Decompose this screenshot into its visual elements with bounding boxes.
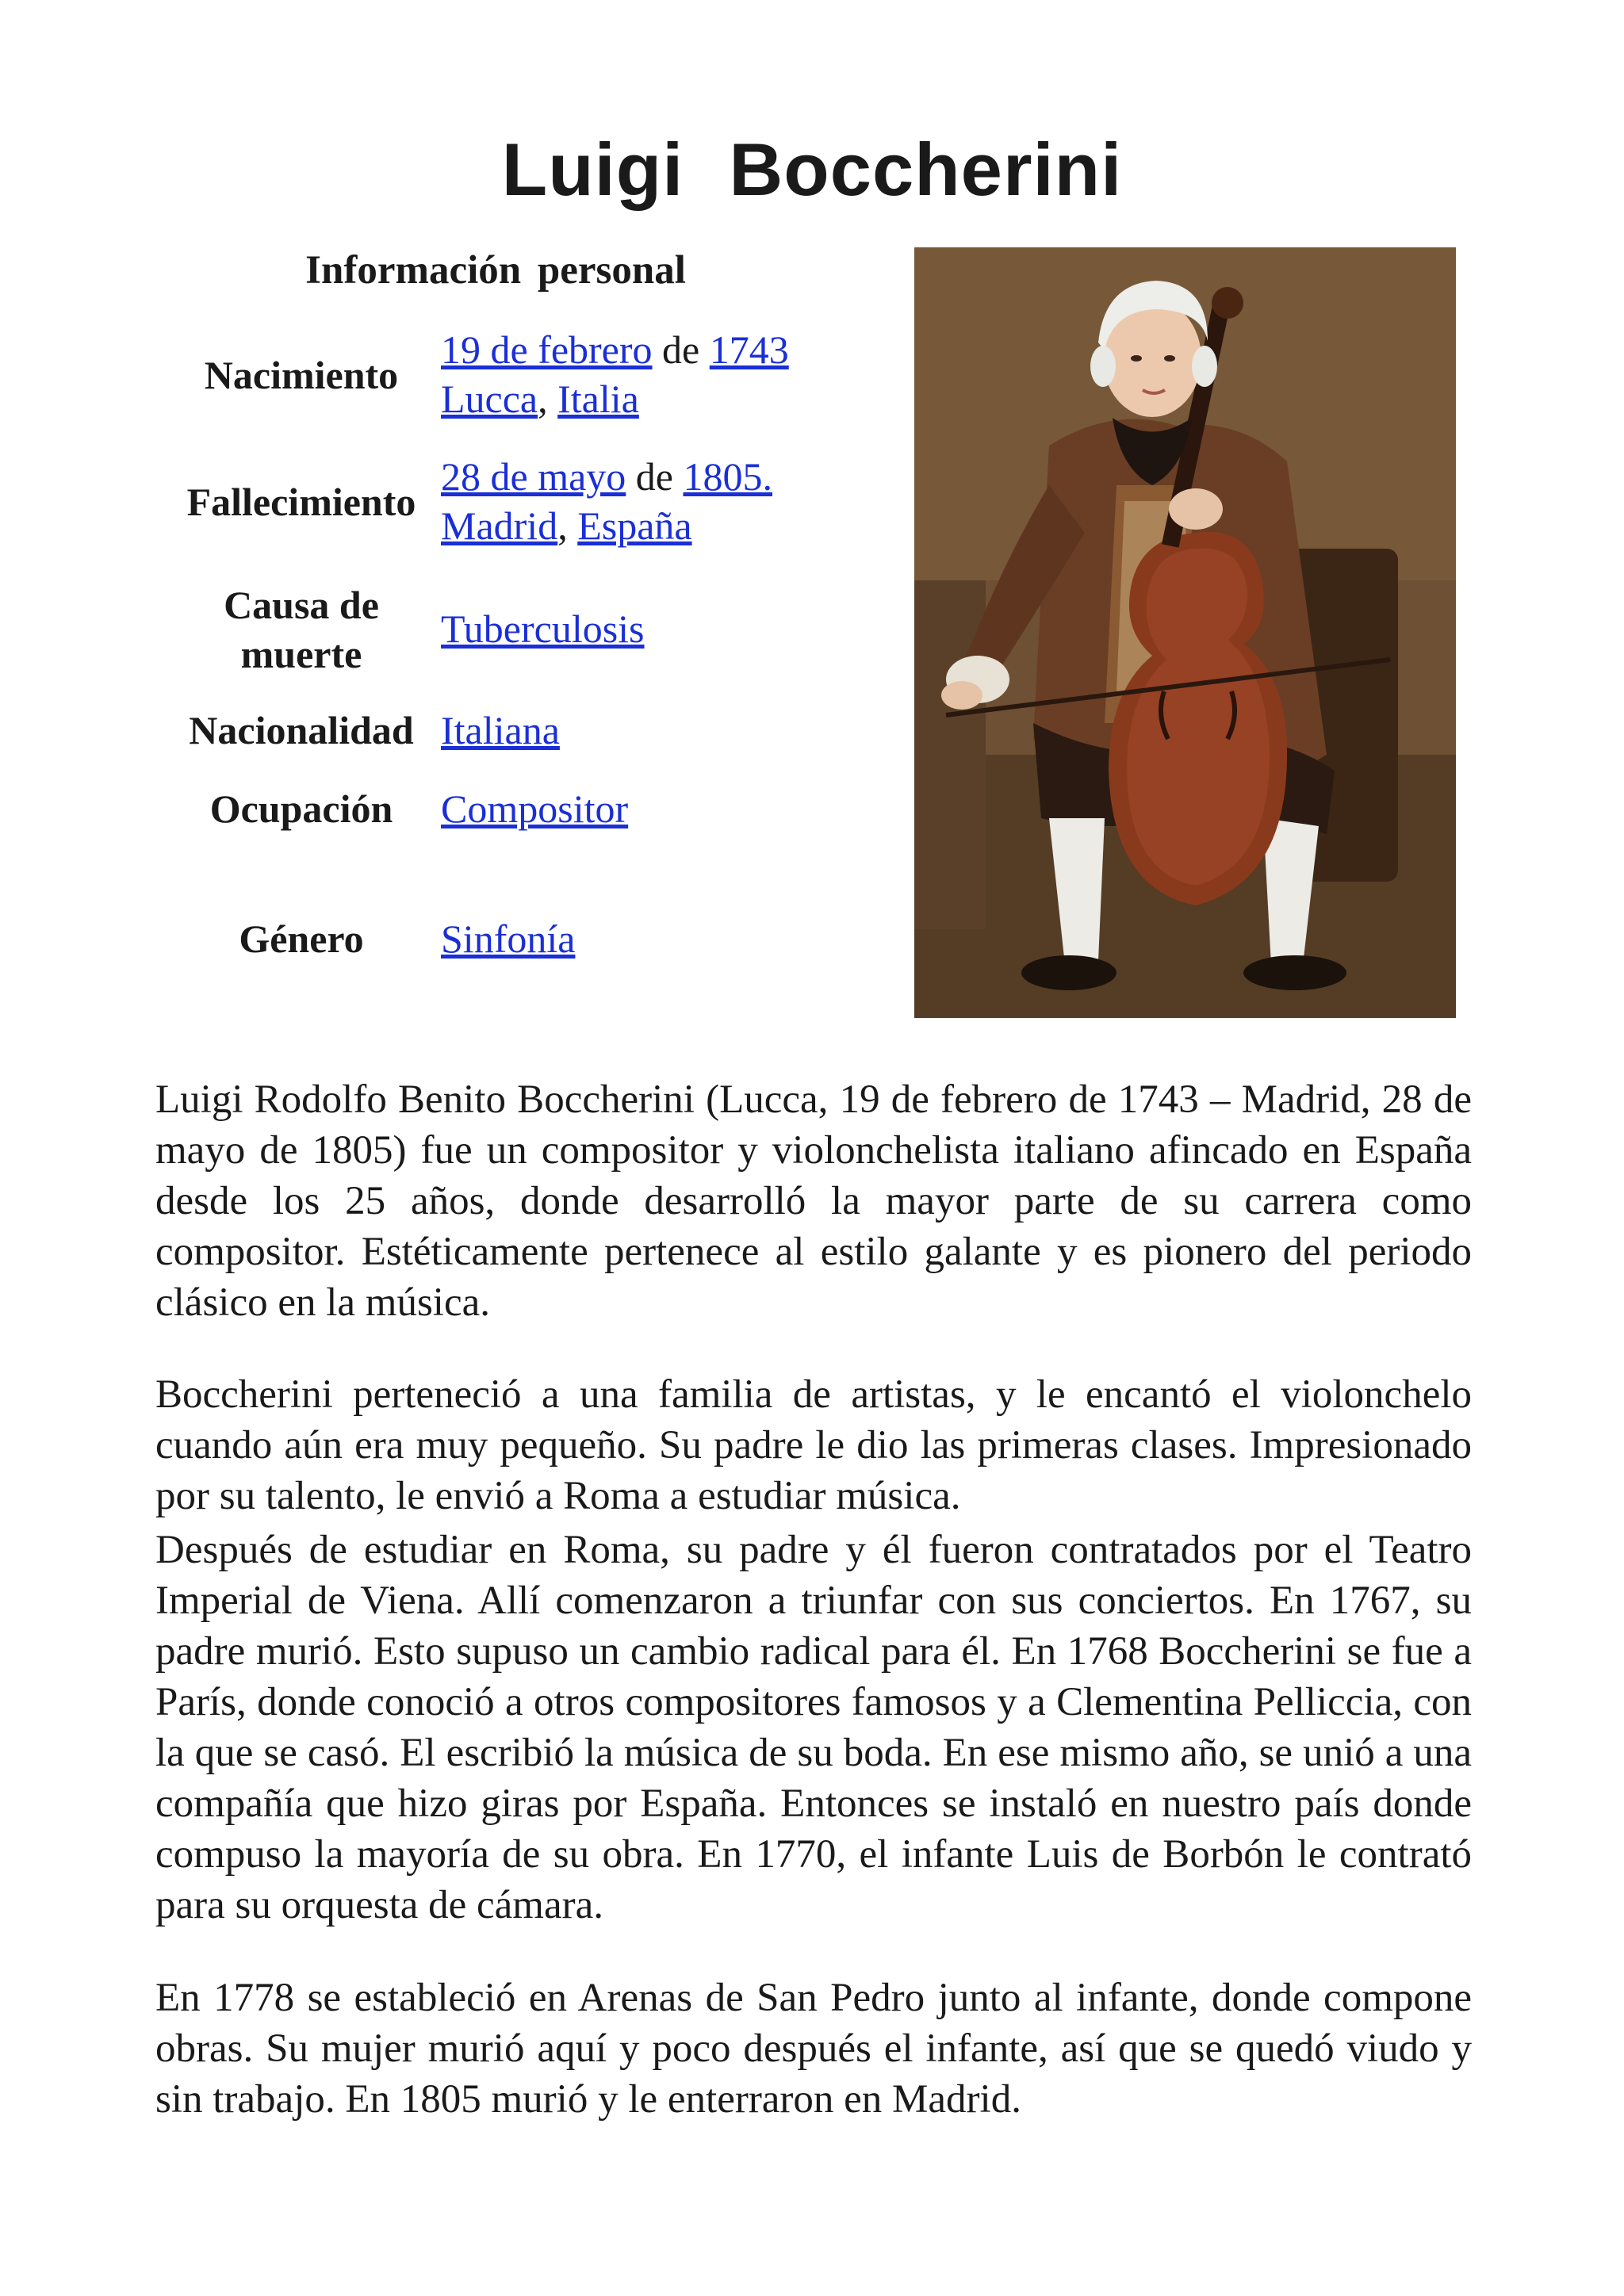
birth-country-link[interactable]: Italia [557,377,639,421]
birth-year-link[interactable]: 1743 [709,327,789,372]
cause-label-line2: muerte [240,632,362,676]
birth-de: de [662,327,700,372]
birth-city-link[interactable]: Lucca [441,377,538,421]
page-title: Luigi Boccherini [501,128,1123,211]
paragraph-2: Boccherini perteneció a una familia de artistas, y le encantó el violonchelo cuando aún era muy pequeño. Su padre le dio las primeras clases. Impresionado por su talento, le envió a Roma a estudiar música. [155,1372,1472,1518]
nationality-value [441,706,885,755]
paragraph-4: En 1778 se estableció en Arenas de San Pedro junto al infante, donde compone obras. Su mujer murió aquí y poco después el infante, así que se quedó viudo y sin trabajo. En 1805 murió y le enterraron en Madrid. [155,1976,1472,2122]
death-city-link[interactable]: Madrid [441,503,558,548]
birth-comma: , [538,377,548,421]
occupation-value [441,784,885,833]
cause-value [441,604,885,653]
birth-label: Nacimiento [204,353,399,397]
paragraph-3: Después de estudiar en Roma, su padre y él fueron contratados por el Teatro Imperial de Viena. Allí comenzaron a triunfar con sus conciertos. En 1767, su padre murió. Esto supuso un cambio radical para él. En 1768 Boccherini se fue a París, donde conoció a otros compositores famosos y a Clementina Pelliccia, con la que se casó. El escribió la música de su boda. En ese mismo año, se unió a una compañía que hizo giras por España. Entonces se instaló en nuestro país donde compuso la mayoría de su obra. En 1770, el infante Luis de Borbón le contrató para su orquesta de cámara. [155,1528,1472,1927]
nationality-label: Nacionalidad [189,708,414,752]
occupation-label: Ocupación [209,786,393,831]
portrait-image [914,247,1456,1018]
genre-value [441,914,885,963]
genre-label: Género [239,916,364,961]
genre-link[interactable]: Sinfonía [441,916,576,961]
death-comma: , [557,503,578,548]
infobox-caption: Información personal [305,248,686,293]
cellist-portrait-illustration [914,247,1456,1018]
occupation-link[interactable]: Compositor [441,786,629,831]
death-label: Fallecimiento [186,480,416,524]
cause-label [167,580,436,679]
cause-label-line1: Causa de [224,583,379,627]
nationality-link[interactable]: Italiana [441,708,560,752]
paragraph-1: Luigi Rodolfo Benito Boccherini (Lucca, 19 de febrero de 1743 – Madrid, 28 de mayo de 1805) fue un compositor y violonchelista italiano afincado en España desde los 25 años, donde desarrolló la mayor parte de su carrera como compositor. Estéticamente pertenece al estilo galante y es pionero del periodo clásico en la música. [155,1077,1472,1325]
death-date-link[interactable]: 28 de mayo [441,454,626,499]
birth-date-link[interactable]: 19 de febrero [441,327,653,372]
death-year-link[interactable]: 1805. [683,454,772,499]
birth-value [441,325,885,423]
death-de: de [626,454,684,499]
death-country-link[interactable]: España [577,503,692,548]
death-value [441,452,885,550]
cause-link[interactable]: Tuberculosis [441,607,645,651]
